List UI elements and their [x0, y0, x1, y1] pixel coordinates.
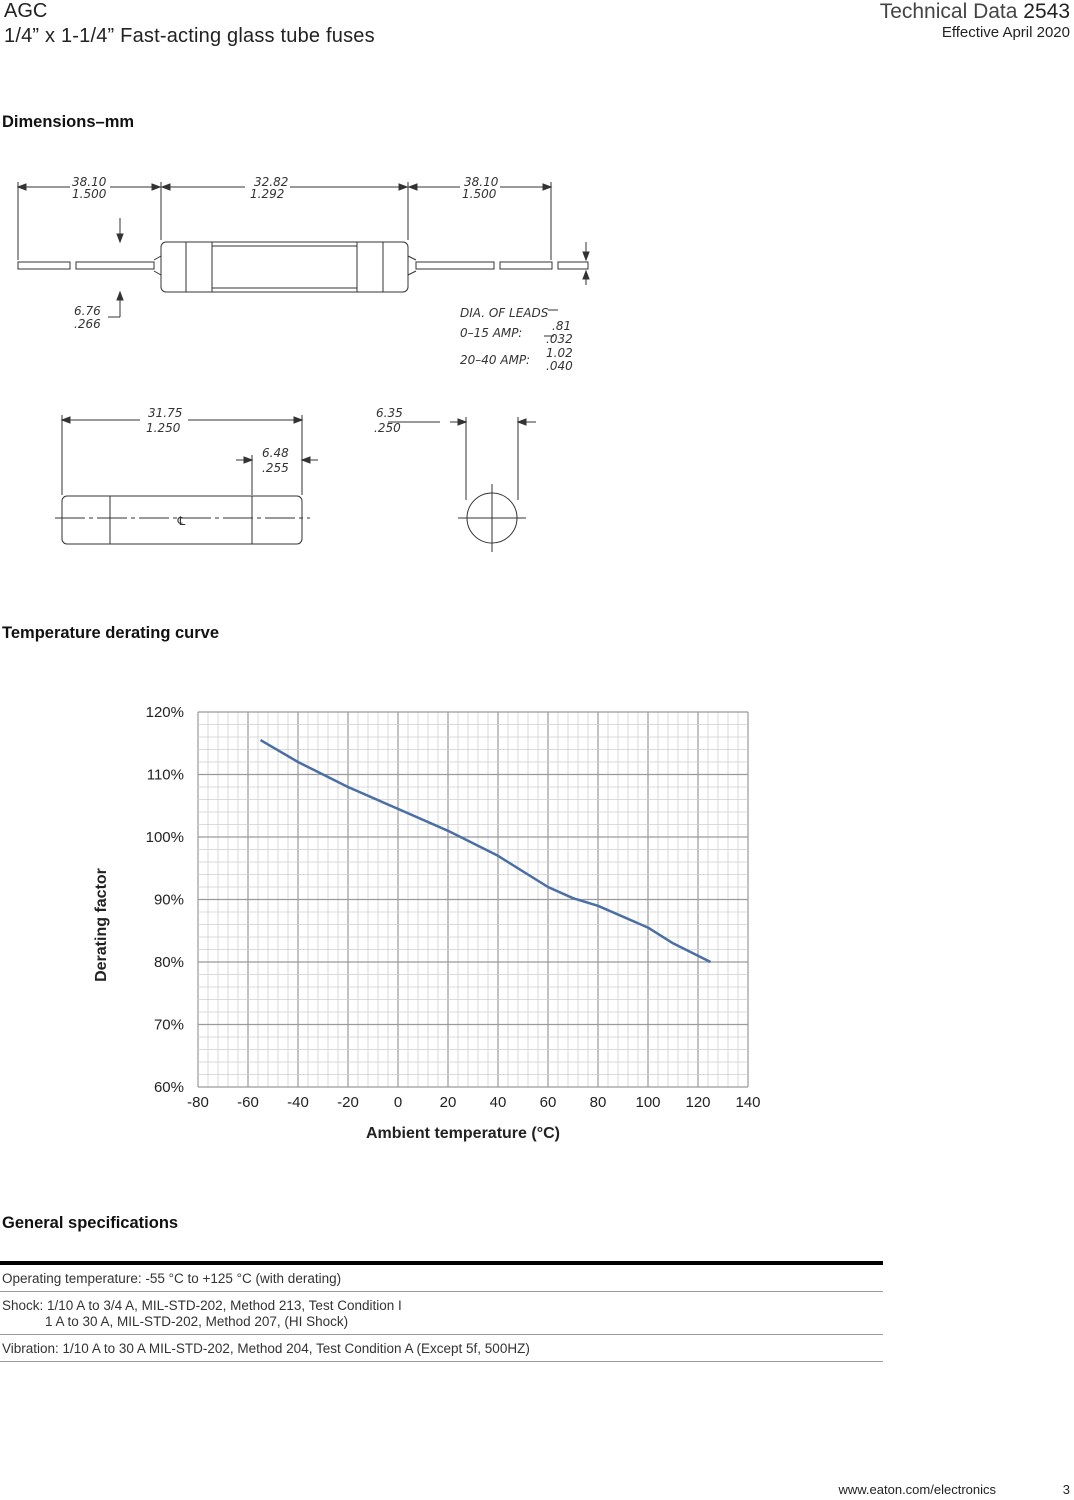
body-dia-mm: 6.76: [74, 304, 101, 318]
y-tick-label: 60%: [153, 1079, 184, 1096]
page-number: 3: [1062, 1482, 1070, 1497]
fuse-length-in: 1.250: [146, 421, 181, 435]
spec-shock-1: Shock: 1/10 A to 3/4 A, MIL-STD-202, Method 213, Test Condition I: [2, 1298, 402, 1313]
spec-table: [0, 1261, 883, 1362]
amp-2-mm: 1.02: [546, 346, 573, 360]
y-tick-label: 100%: [145, 829, 184, 846]
spec-vibration: Vibration: 1/10 A to 30 A MIL-STD-202, Method 204, Test Condition A (Except 5f, 500HZ): [2, 1341, 530, 1356]
y-tick-label: 80%: [153, 954, 184, 971]
y-tick-label: 110%: [146, 766, 184, 784]
cap-length-in: .255: [262, 461, 289, 475]
dia-leads-label: DIA. OF LEADS: [460, 306, 549, 320]
y-tick-label: 120%: [145, 704, 184, 721]
body-length-mm: 32.82: [254, 175, 289, 189]
amp-2-in: .040: [546, 359, 573, 373]
y-tick-label: 90%: [153, 891, 184, 909]
body-length-in: 1.292: [250, 187, 285, 201]
x-tick-label: -40: [287, 1094, 309, 1111]
x-tick-label: 80: [589, 1094, 607, 1111]
end-dia-in: .250: [374, 421, 401, 435]
product-subtitle: 1/4” x 1-1/4” Fast-acting glass tube fuses: [4, 25, 375, 47]
x-tick-label: 60: [539, 1094, 557, 1111]
chart-grid: [198, 712, 748, 1087]
fuse-length-mm: 31.75: [148, 406, 183, 420]
end-dia-mm: 6.35: [376, 406, 403, 420]
centerline-symbol: ℄: [176, 514, 187, 528]
effective-date: Effective April 2020: [941, 24, 1070, 41]
x-tick-labels: [187, 1094, 760, 1111]
y-tick-label: 70%: [153, 1016, 184, 1034]
doc-number: 2543: [1023, 0, 1070, 23]
x-tick-label: 140: [735, 1094, 761, 1111]
x-tick-label: -20: [337, 1094, 359, 1111]
lead-length-in-right: 1.500: [462, 187, 497, 201]
x-tick-label: 20: [439, 1094, 457, 1111]
spec-row-shock: [0, 1292, 883, 1335]
dimensions-heading: Dimensions–mm: [2, 113, 135, 131]
x-tick-label: 40: [489, 1094, 507, 1111]
y-tick-labels: [146, 704, 184, 1096]
spec-row-operating: [0, 1265, 883, 1292]
x-axis-label: Ambient temperature (°C): [366, 1125, 560, 1142]
derating-heading: Temperature derating curve: [2, 624, 220, 642]
x-tick-label: 100: [635, 1094, 661, 1111]
body-dia-in: .266: [74, 317, 101, 331]
x-tick-label: -80: [187, 1094, 209, 1111]
doc-label: Technical Data: [879, 0, 1018, 23]
dimension-drawing: [0, 160, 620, 560]
amp-1-mm: .81: [552, 319, 572, 333]
amp-1-in: .032: [546, 332, 573, 346]
y-axis-label: Derating factor: [93, 868, 110, 982]
product-code: AGC: [4, 0, 48, 22]
lead-length-in-left: 1.500: [72, 187, 107, 201]
x-tick-label: 120: [685, 1094, 711, 1111]
footer-url[interactable]: www.eaton.com/electronics: [838, 1482, 996, 1497]
cap-length-mm: 6.48: [262, 446, 289, 460]
derating-chart: [80, 695, 780, 1155]
doc-title: [880, 0, 1070, 24]
amp-range-1: 0–15 AMP:: [460, 326, 523, 340]
x-tick-label: 0: [393, 1094, 403, 1111]
spec-shock-2: 1 A to 30 A, MIL-STD-202, Method 207, (HI Shock): [45, 1314, 349, 1329]
lead-length-mm-right: 38.10: [464, 175, 499, 189]
x-tick-label: -60: [237, 1094, 259, 1111]
spec-row-vibration: [0, 1335, 883, 1362]
spec-operating: Operating temperature: -55 °C to +125 °C (with derating): [2, 1271, 342, 1286]
general-heading: General specifications: [2, 1214, 179, 1232]
amp-range-2: 20–40 AMP:: [460, 353, 530, 367]
lead-length-mm-left: 38.10: [72, 175, 107, 189]
